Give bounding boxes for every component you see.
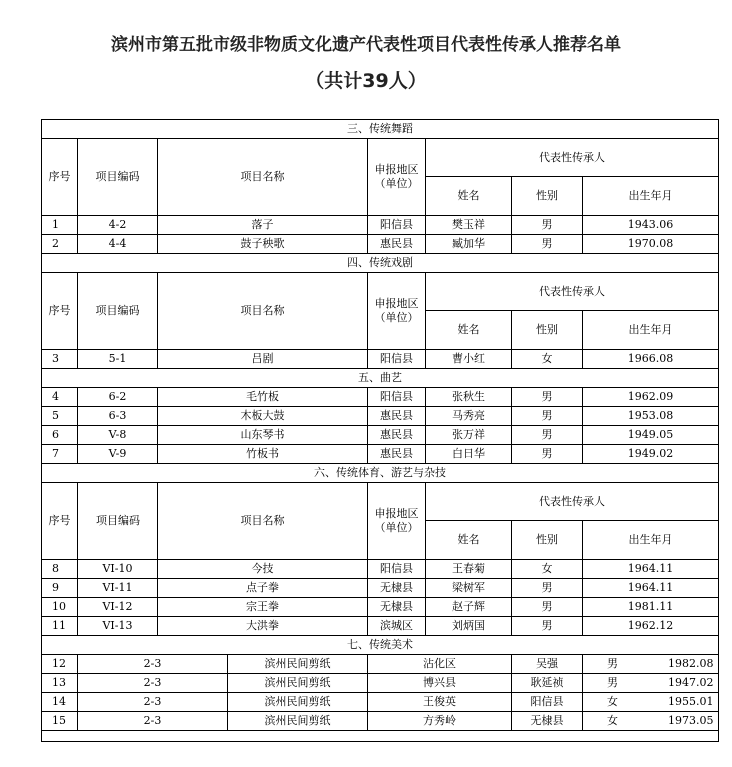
row-gender: 女: [512, 560, 583, 579]
row-gender: 女: [512, 350, 583, 369]
header-region: 申报地区（单位）: [368, 139, 426, 216]
section-title: 四、传统戏剧: [42, 254, 719, 273]
row-region: 惠民县: [368, 426, 426, 445]
header-heir-name: 姓名: [426, 521, 512, 560]
row-seq: 1: [42, 216, 78, 235]
row-birth: 1981.11: [583, 598, 719, 617]
row-region: 惠民县: [368, 235, 426, 254]
page-title: 滨州市第五批市级非物质文化遗产代表性项目代表性传承人推荐名单: [111, 35, 621, 55]
row-gender: 男: [607, 676, 619, 689]
section-title: 七、传统美术: [42, 636, 719, 655]
row-code: V-9: [78, 445, 158, 464]
row-region: 无棣县: [368, 598, 426, 617]
row-seq: 6: [42, 426, 78, 445]
row-seq: 11: [42, 617, 78, 636]
row-code: VI-12: [78, 598, 158, 617]
row-project-name: 鼓子秧歌: [158, 235, 368, 254]
header-heir-name: 姓名: [426, 311, 512, 350]
row-gender-birth: [583, 693, 719, 712]
row-heir-name: 张秋生: [426, 388, 512, 407]
row-code: 4-4: [78, 235, 158, 254]
row-project-name: 滨州民间剪纸: [228, 712, 368, 731]
row-gender: 男: [512, 407, 583, 426]
row-project-name: 吕剧: [158, 350, 368, 369]
row-birth: 1964.11: [583, 579, 719, 598]
header-project-name: 项目名称: [158, 483, 368, 560]
row-seq: 9: [42, 579, 78, 598]
row-project-name: 点子拳: [158, 579, 368, 598]
row-project-name: 毛竹板: [158, 388, 368, 407]
row-seq: 8: [42, 560, 78, 579]
header-birth: 出生年月: [583, 521, 719, 560]
row-seq: 12: [42, 655, 78, 674]
header-birth: 出生年月: [583, 177, 719, 216]
row-region: 无棣县: [368, 579, 426, 598]
row-birth: 1973.05: [668, 714, 714, 727]
row-col5: 耿延祯: [512, 674, 583, 693]
row-heir-name: 马秀亮: [426, 407, 512, 426]
table-row: [42, 426, 719, 445]
row-birth: 1953.08: [583, 407, 719, 426]
row-col5: 阳信县: [512, 693, 583, 712]
row-gender: 男: [512, 579, 583, 598]
row-project-name: 竹板书: [158, 445, 368, 464]
row-region: 阳信县: [368, 216, 426, 235]
row-project-name: 滨州民间剪纸: [228, 655, 368, 674]
table-row: [42, 617, 719, 636]
row-project-name: 宗王拳: [158, 598, 368, 617]
row-code: 6-3: [78, 407, 158, 426]
row-project-name: 落子: [158, 216, 368, 235]
row-col4: 王俊英: [368, 693, 512, 712]
header-seq: 序号: [42, 139, 78, 216]
row-heir-name: 梁树军: [426, 579, 512, 598]
table-row: [42, 445, 719, 464]
row-seq: 15: [42, 712, 78, 731]
table-row: [42, 693, 719, 712]
row-gender-birth: [583, 674, 719, 693]
row-heir-name: 臧加华: [426, 235, 512, 254]
header-project-name: 项目名称: [158, 273, 368, 350]
row-code: 4-2: [78, 216, 158, 235]
row-col5: 无棣县: [512, 712, 583, 731]
row-region: 惠民县: [368, 445, 426, 464]
row-project-name: 今技: [158, 560, 368, 579]
row-region: 阳信县: [368, 560, 426, 579]
row-project-name: 滨州民间剪纸: [228, 693, 368, 712]
row-gender: 男: [512, 388, 583, 407]
row-project-name: 大洪拳: [158, 617, 368, 636]
table-row: [42, 560, 719, 579]
row-seq: 10: [42, 598, 78, 617]
row-col4: 博兴县: [368, 674, 512, 693]
row-heir-name: 刘炳国: [426, 617, 512, 636]
row-birth: 1962.12: [583, 617, 719, 636]
header-gender: 性别: [512, 177, 583, 216]
table-row: [42, 674, 719, 693]
row-heir-name: 王春菊: [426, 560, 512, 579]
row-seq: 7: [42, 445, 78, 464]
header-region: 申报地区（单位）: [368, 483, 426, 560]
row-birth: 1964.11: [583, 560, 719, 579]
row-seq: 3: [42, 350, 78, 369]
row-region: 惠民县: [368, 407, 426, 426]
row-col4: 沾化区: [368, 655, 512, 674]
row-heir-name: 张万祥: [426, 426, 512, 445]
row-region: 阳信县: [368, 388, 426, 407]
row-code: VI-13: [78, 617, 158, 636]
row-birth: 1949.05: [583, 426, 719, 445]
row-project-name: 滨州民间剪纸: [228, 674, 368, 693]
row-heir-name: 白日华: [426, 445, 512, 464]
row-gender: 男: [512, 216, 583, 235]
row-seq: 4: [42, 388, 78, 407]
row-gender: 男: [607, 657, 619, 670]
section-title: 五、曲艺: [42, 369, 719, 388]
header-code: 项目编码: [78, 139, 158, 216]
heir-table: [41, 119, 719, 742]
row-gender: 男: [512, 235, 583, 254]
header-region: 申报地区（单位）: [368, 273, 426, 350]
table-tail: [42, 731, 719, 742]
row-project-name: 山东琴书: [158, 426, 368, 445]
table-row: [42, 655, 719, 674]
row-code: 6-2: [78, 388, 158, 407]
row-code: VI-11: [78, 579, 158, 598]
header-project-name: 项目名称: [158, 139, 368, 216]
header-code: 项目编码: [78, 273, 158, 350]
row-code: 2-3: [78, 674, 228, 693]
row-heir-name: 曹小红: [426, 350, 512, 369]
row-code: 5-1: [78, 350, 158, 369]
table-row: [42, 388, 719, 407]
row-gender: 女: [607, 695, 619, 708]
header-seq: 序号: [42, 483, 78, 560]
header-heir-group: 代表性传承人: [426, 483, 719, 521]
row-gender: 女: [607, 714, 619, 727]
row-birth: 1949.02: [583, 445, 719, 464]
row-birth: 1955.01: [668, 695, 714, 708]
row-project-name: 木板大鼓: [158, 407, 368, 426]
header-heir-group: 代表性传承人: [426, 273, 719, 311]
row-code: 2-3: [78, 693, 228, 712]
row-gender: 男: [512, 617, 583, 636]
row-code: V-8: [78, 426, 158, 445]
table-row: [42, 350, 719, 369]
row-birth: 1943.06: [583, 216, 719, 235]
row-birth: 1970.08: [583, 235, 719, 254]
row-seq: 5: [42, 407, 78, 426]
row-code: VI-10: [78, 560, 158, 579]
row-col5: 吴强: [512, 655, 583, 674]
row-heir-name: 赵子辉: [426, 598, 512, 617]
table-row: [42, 235, 719, 254]
row-gender: 男: [512, 445, 583, 464]
table-row: [42, 579, 719, 598]
table-row: [42, 712, 719, 731]
row-heir-name: 樊玉祥: [426, 216, 512, 235]
section-title: 六、传统体育、游艺与杂技: [42, 464, 719, 483]
table-row: [42, 598, 719, 617]
table-row: [42, 216, 719, 235]
row-region: 滨城区: [368, 617, 426, 636]
row-seq: 14: [42, 693, 78, 712]
row-region: 阳信县: [368, 350, 426, 369]
row-col4: 方秀岭: [368, 712, 512, 731]
row-seq: 2: [42, 235, 78, 254]
header-heir-name: 姓名: [426, 177, 512, 216]
row-gender: 男: [512, 598, 583, 617]
header-birth: 出生年月: [583, 311, 719, 350]
header-code: 项目编码: [78, 483, 158, 560]
row-code: 2-3: [78, 712, 228, 731]
row-seq: 13: [42, 674, 78, 693]
header-gender: 性别: [512, 311, 583, 350]
row-gender-birth: [583, 655, 719, 674]
section-title: 三、传统舞蹈: [42, 120, 719, 139]
header-gender: 性别: [512, 521, 583, 560]
header-seq: 序号: [42, 273, 78, 350]
row-gender: 男: [512, 426, 583, 445]
page-subtitle: （共计39人）: [305, 70, 427, 92]
header-heir-group: 代表性传承人: [426, 139, 719, 177]
row-birth: 1947.02: [668, 676, 714, 689]
row-code: 2-3: [78, 655, 228, 674]
table-row: [42, 407, 719, 426]
row-birth: 1962.09: [583, 388, 719, 407]
row-birth: 1982.08: [668, 657, 714, 670]
row-birth: 1966.08: [583, 350, 719, 369]
row-gender-birth: [583, 712, 719, 731]
